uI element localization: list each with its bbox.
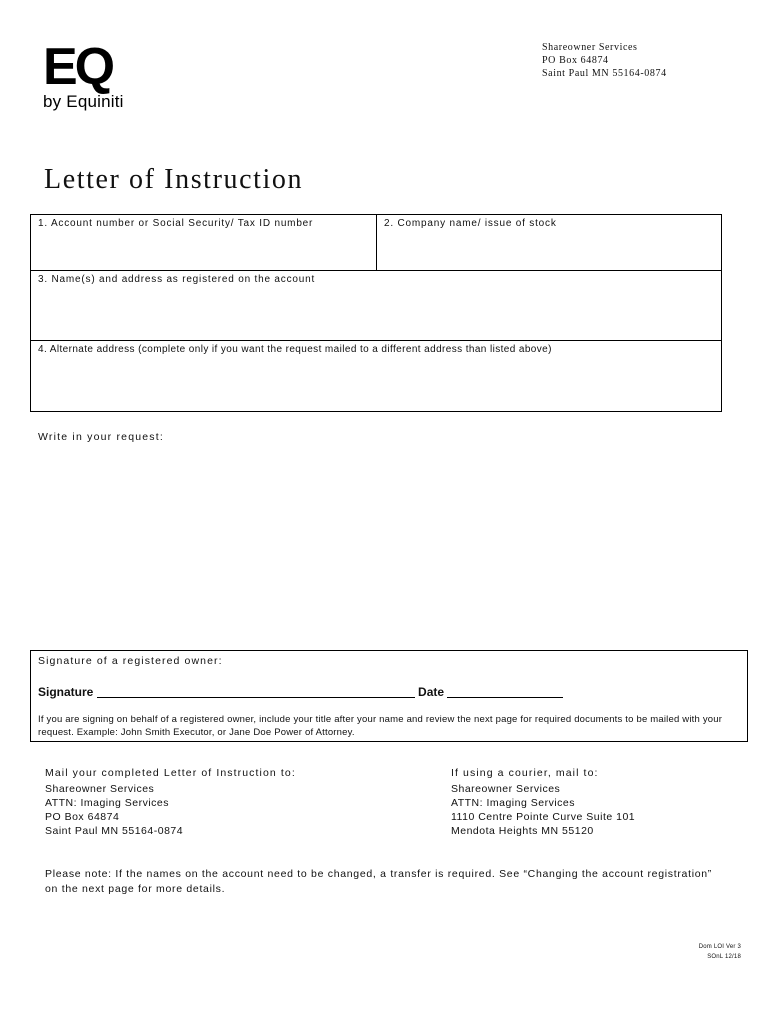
signature-field[interactable]: [97, 685, 415, 698]
form-version-footer: [699, 942, 741, 962]
account-number-label: 1. Account number or Social Security/ Tax ID number: [38, 218, 314, 229]
header-address-line: PO Box 64874: [542, 55, 609, 66]
header-address: [542, 41, 667, 80]
mail-address-line: Saint Paul MN 55164-0874: [45, 825, 184, 837]
signature-heading: Signature of a registered owner:: [38, 655, 223, 667]
courier-address-line: 1110 Centre Pointe Curve Suite 101: [451, 811, 636, 823]
signature-note: If you are signing on behalf of a registered owner, include your title after your name and review the next page for required documents to be mailed with your request. Example: John Smith Executor, or Jane Doe Power of Attorney.: [38, 714, 723, 738]
company-name-label: 2. Company name/ issue of stock: [384, 218, 557, 229]
mail-address-block: [45, 766, 296, 838]
equiniti-logo: [43, 38, 124, 112]
courier-heading: If using a courier, mail to:: [451, 767, 599, 779]
page-title: Letter of Instruction: [44, 164, 304, 195]
date-field[interactable]: [447, 685, 563, 698]
courier-address-line: Mendota Heights MN 55120: [451, 825, 594, 837]
mail-address-line: ATTN: Imaging Services: [45, 797, 170, 809]
registered-names-label: 3. Name(s) and address as registered on the account: [38, 274, 316, 285]
alternate-address-label: 4. Alternate address (complete only if you want the request mailed to a different address than listed above): [38, 344, 552, 355]
signature-label: Signature: [38, 685, 94, 699]
account-number-field[interactable]: [31, 215, 377, 271]
mail-heading: Mail your completed Letter of Instruction to:: [45, 767, 296, 779]
transfer-note: Please note: If the names on the account need to be changed, a transfer is required. See “Changing the account registration” on the next page for more details.: [45, 868, 713, 895]
account-info-table: [30, 214, 722, 412]
date-label: Date: [418, 685, 445, 699]
signature-box: [30, 650, 748, 742]
logo-subtitle: by Equiniti: [43, 92, 124, 111]
header-address-line: Shareowner Services: [542, 42, 638, 53]
registered-names-field[interactable]: [31, 271, 721, 341]
mail-address-line: PO Box 64874: [45, 811, 120, 823]
signature-line: [38, 684, 563, 700]
footer-line: Dom LOI Ver 3: [698, 944, 741, 950]
alternate-address-field[interactable]: [31, 341, 721, 411]
courier-address-line: Shareowner Services: [451, 783, 561, 795]
courier-address-block: [451, 766, 635, 838]
company-name-field[interactable]: [377, 215, 721, 271]
request-area[interactable]: [30, 448, 720, 643]
courier-address-line: ATTN: Imaging Services: [451, 797, 576, 809]
header-address-line: Saint Paul MN 55164-0874: [542, 68, 667, 79]
logo-mark: EQ: [43, 38, 113, 96]
request-label: Write in your request:: [38, 431, 164, 443]
mail-address-line: Shareowner Services: [45, 783, 155, 795]
footer-line: SOnL 12/18: [707, 954, 741, 960]
